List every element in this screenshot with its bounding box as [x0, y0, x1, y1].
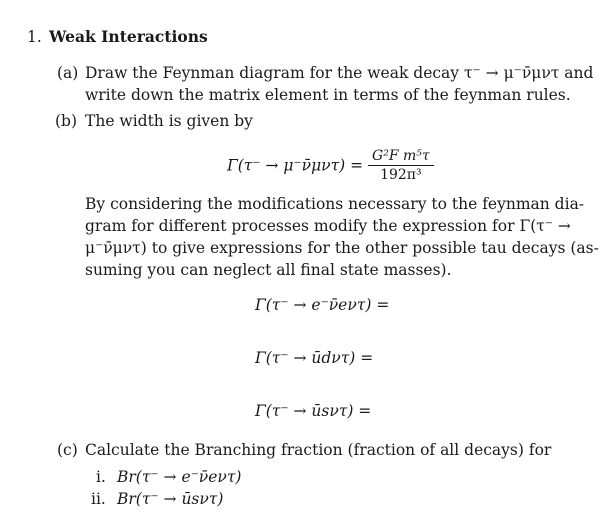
width-equation-lhs: Γ(τ⁻ → μ⁻ν̄μντ) =: [227, 156, 364, 175]
width-equation-numerator: G²F m⁵τ: [368, 148, 434, 166]
part-c-text: Calculate the Branching fraction (fraction of all decays) for: [85, 441, 552, 459]
part-b-label: (b): [55, 112, 78, 130]
width-equation-denominator: 192π³: [380, 167, 422, 183]
part-c-item1: Br(τ⁻ → e⁻ν̄eντ): [117, 468, 242, 486]
decay-equation-electron: Γ(τ⁻ → e⁻ν̄eντ) =: [255, 296, 390, 314]
part-a-line2: write down the matrix element in terms of the feynman rules.: [85, 86, 571, 104]
problem-number: 1.: [27, 28, 42, 46]
part-b-para-line1: By considering the modifications necessary to the feynman dia-: [85, 195, 585, 213]
width-equation-fraction: [368, 148, 434, 183]
part-a-line1: Draw the Feynman diagram for the weak decay τ⁻ → μ⁻ν̄μντ and: [85, 64, 594, 82]
problem-title: Weak Interactions: [49, 27, 208, 46]
width-equation: [227, 148, 434, 183]
part-c-item2: Br(τ⁻ → ūsντ): [117, 490, 224, 508]
part-c-item1-label: i.: [96, 468, 106, 486]
part-c-item2-label: ii.: [91, 490, 106, 508]
part-c-label: (c): [57, 441, 78, 459]
part-b-para-line2: gram for different processes modify the expression for Γ(τ⁻ →: [85, 217, 571, 235]
decay-equation-us: Γ(τ⁻ → ūsντ) =: [255, 402, 372, 420]
part-b-para-line3: μ⁻ν̄μντ) to give expressions for the other possible tau decays (as-: [85, 239, 599, 257]
part-b-para-line4: suming you can neglect all final state masses).: [85, 261, 452, 279]
part-b-intro: The width is given by: [85, 112, 253, 130]
decay-equation-ud: Γ(τ⁻ → ūdντ) =: [255, 349, 374, 367]
part-a-label: (a): [57, 64, 79, 82]
